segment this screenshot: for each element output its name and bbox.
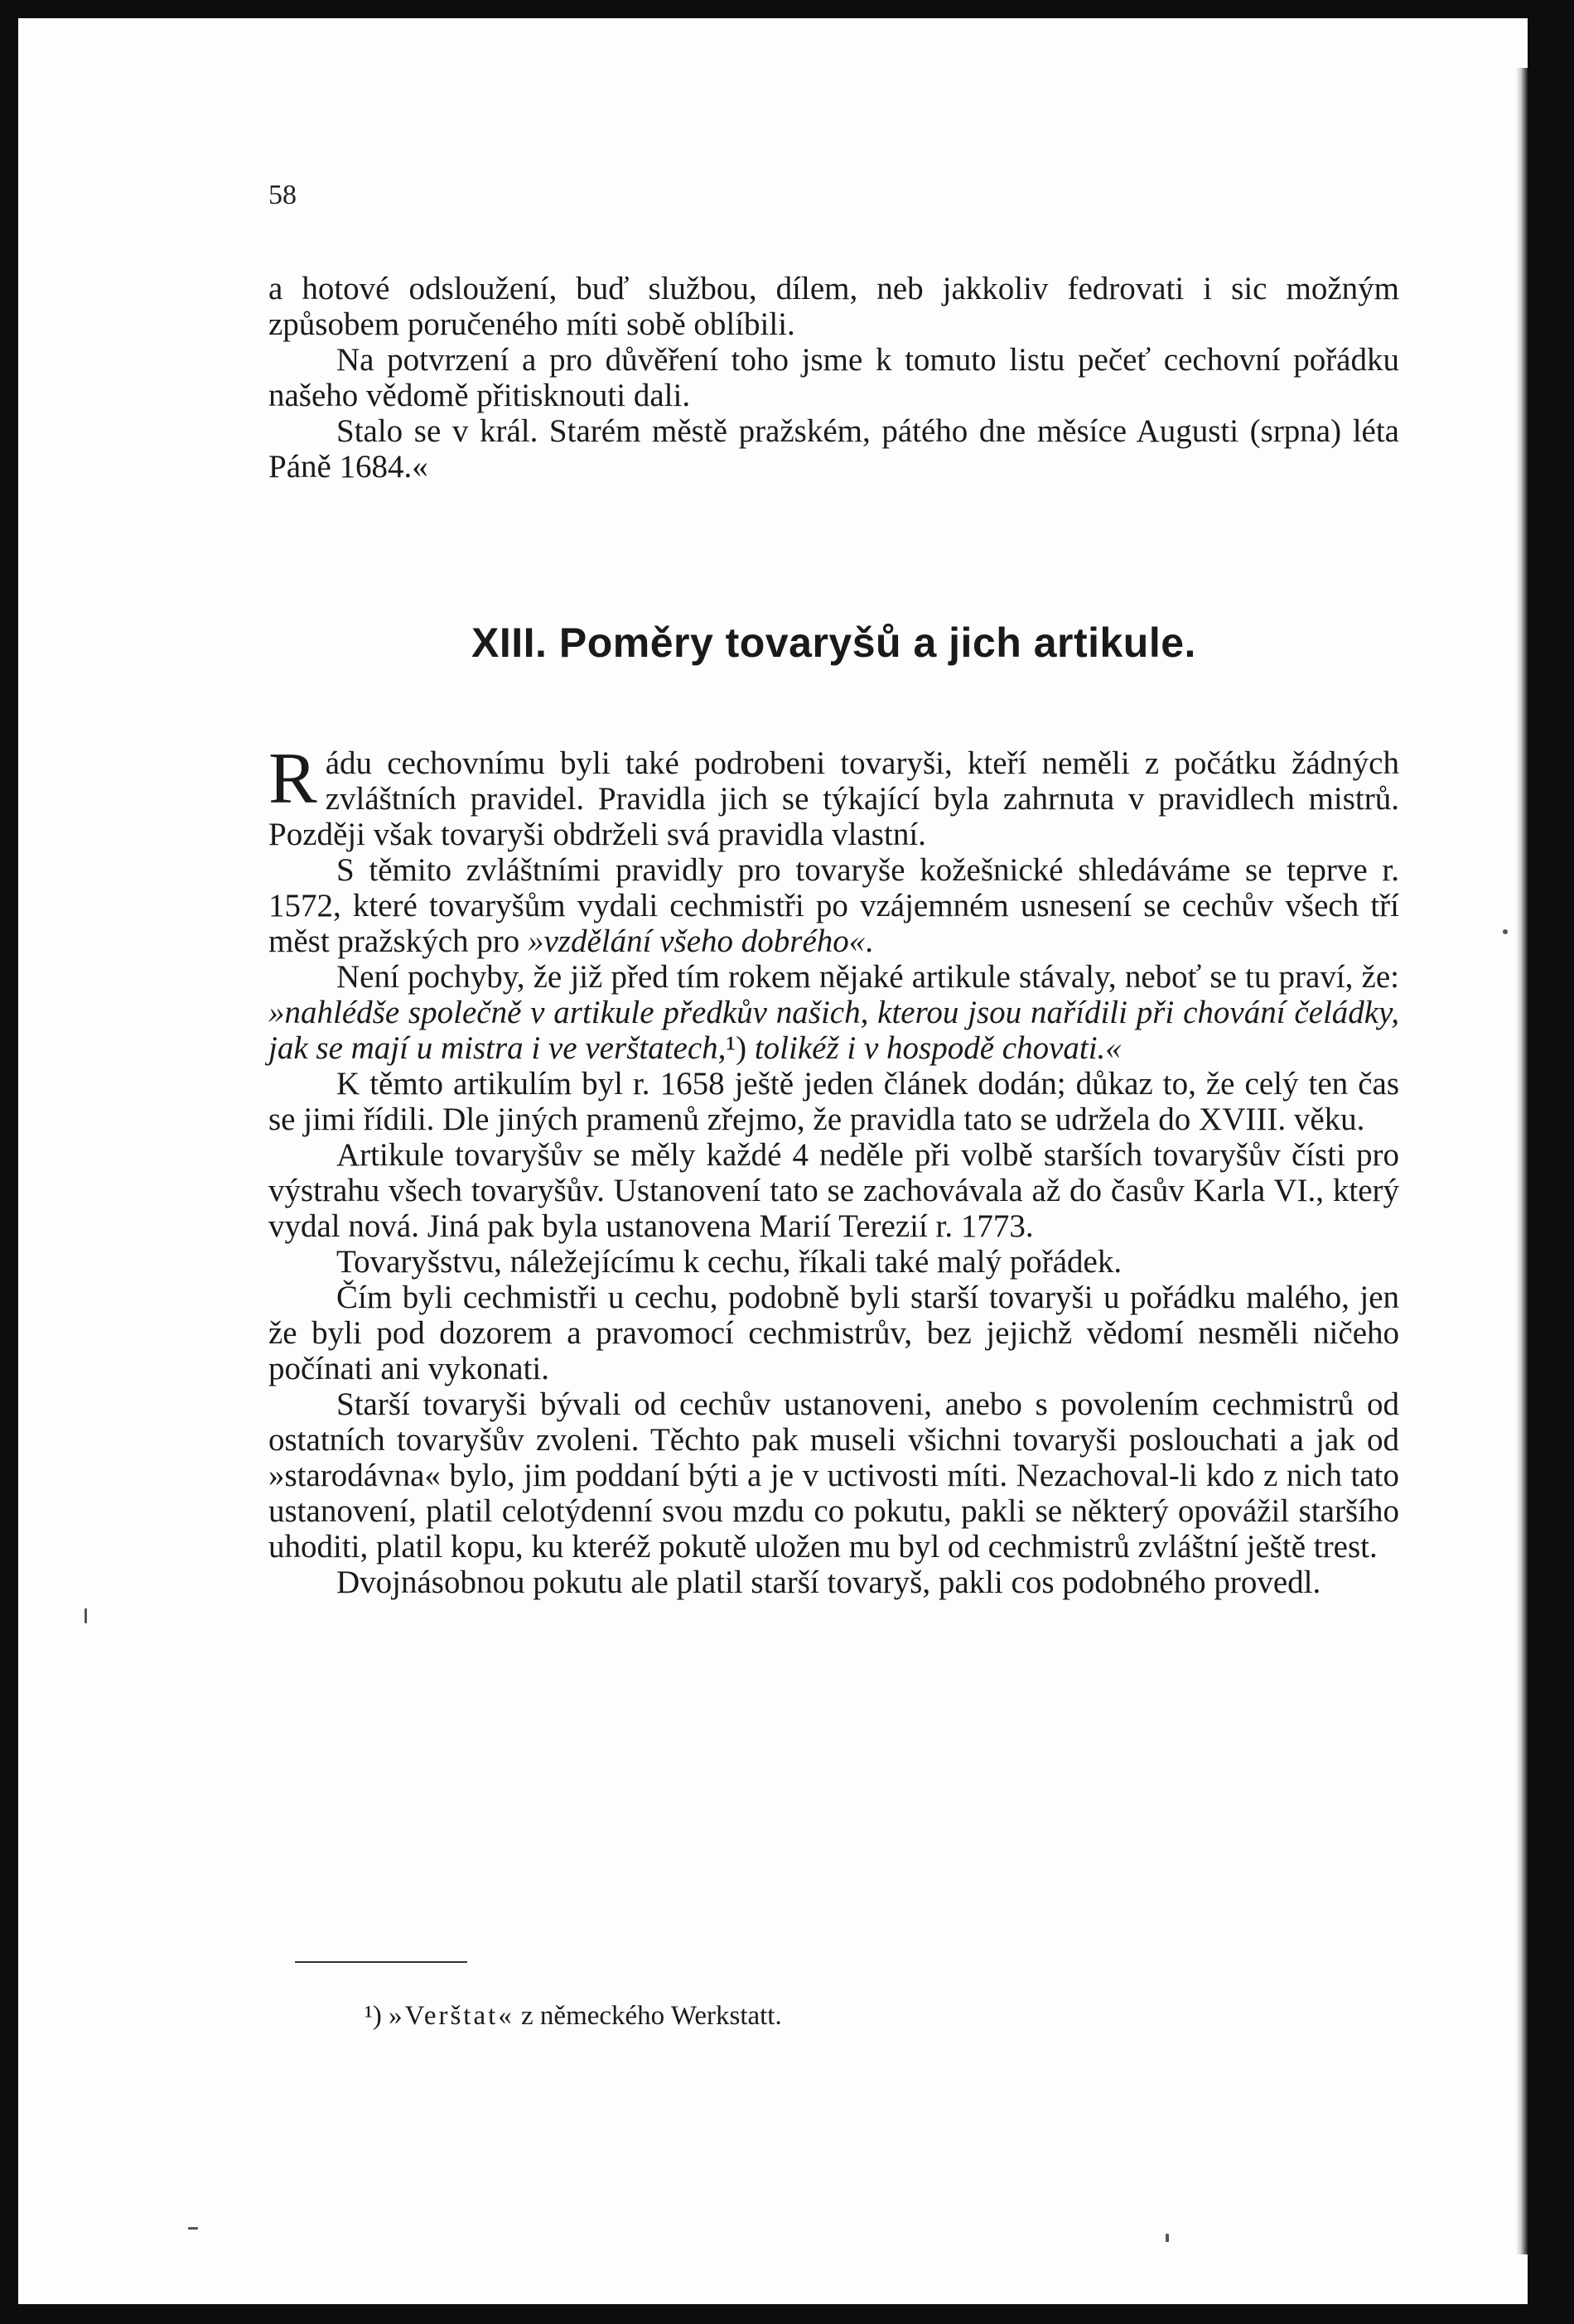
- footnote: [365, 2001, 782, 2032]
- footnote-divider: [295, 1961, 467, 1963]
- paragraph: [268, 959, 1399, 1066]
- paragraph: Na potvrzení a pro důvěření toho jsme k tomuto listu pečeť cechovní pořádku našeho vědomě přitisknouti dali.: [268, 342, 1399, 413]
- footnote-term: »Verštat«: [389, 2001, 514, 2031]
- scan-speck: [1503, 929, 1508, 934]
- chapter-body: [268, 739, 1399, 1600]
- paragraph-end: .: [865, 923, 874, 959]
- paragraph-text: S těmito zvláštními pravidly pro tovaryše kožešnické shledáváme se teprve r. 1572, které tovaryšům vydali cechmistři po vzájemném usnesení se cechův všech tří měst pražských pro: [268, 852, 1399, 959]
- continued-text: [268, 271, 1399, 485]
- paragraph: a hotové odsloužení, buď službou, dílem, neb jakkoliv fedrovati i sic možným způsobem poručeného míti sobě oblíbili.: [268, 271, 1399, 342]
- page-number: 58: [268, 180, 297, 210]
- footnote-reference[interactable]: ¹): [726, 1030, 747, 1066]
- paragraph: [268, 852, 1399, 959]
- scan-speck: [188, 2227, 198, 2230]
- opening-paragraph: [268, 739, 1399, 852]
- paragraph: Artikule tovaryšův se měly každé 4 neděle při volbě starších tovaryšův čísti pro výstrahu všech tovaryšův. Ustanovení tato se zachovávala až do časův Karla VI., který vydal nová. Jiná pak byla ustanovena Marií Terezií r. 1773.: [268, 1137, 1399, 1244]
- paragraph: Starší tovaryši bývali od cechův ustanoveni, anebo s povolením cechmistrů od ostatních tovaryšův zvoleni. Těchto pak museli všichni tovaryši poslouchati a jak od »starodávna« bylo, jim poddaní býti a je v uctivosti míti. Nezachoval-li kdo z nich tato ustanovení, platil celotýdenní svou mzdu co pokutu, pakli se některý opovážil staršího uhoditi, platil kopu, ku kteréž pokutě uložen mu byl od cechmistrů zvláštní ještě trest.: [268, 1386, 1399, 1565]
- paragraph-text: ádu cechovnímu byli také podrobeni tovaryši, kteří neměli z počátku žádných zvláštních pravidel. Pravidla jich se týkající byla zahrnuta v pravidlech mistrů. Později však tovaryši obdrželi svá pravidla vlastní.: [268, 745, 1399, 852]
- chapter-heading: XIII. Poměry tovaryšů a jich artikule.: [471, 620, 1196, 666]
- quoted-phrase: »nahlédše společně v artikule předkův našich, kterou jsou nařídili při chování čeládky, jak se mají u mistra i ve verštatech,: [268, 995, 1399, 1066]
- paragraph: K těmto artikulím byl r. 1658 ještě jeden článek dodán; důkaz to, že celý ten čas se jimi řídili. Dle jiných pramenů zřejmo, že pravidla tato se udržela do XVIII. věku.: [268, 1066, 1399, 1137]
- scan-speck: [1166, 2234, 1169, 2242]
- paragraph: Stalo se v král. Starém městě pražském, pátého dne měsíce Augusti (srpna) léta Páně 1684.«: [268, 413, 1399, 485]
- paragraph-text: Není pochyby, že již před tím rokem nějaké artikule stávaly, neboť se tu praví, že:: [336, 959, 1399, 995]
- drop-cap: R: [268, 739, 317, 819]
- paragraph: Dvojnásobnou pokutu ale platil starší tovaryš, pakli cos podobného provedl.: [336, 1565, 1321, 1600]
- quoted-phrase: »vzdělání všeho dobrého«: [528, 923, 866, 959]
- footnote-text: z německého Werkstatt.: [514, 2001, 782, 2031]
- scan-speck: [84, 1608, 87, 1623]
- paragraph: Tovaryšstvu, náležejícímu k cechu, říkali také malý pořádek.: [336, 1244, 1123, 1280]
- page-edge-shadow: [1516, 68, 1528, 2254]
- book-page: [18, 18, 1528, 2304]
- quoted-phrase: tolikéž i v hospodě chovati.«: [746, 1030, 1122, 1066]
- paragraph: Čím byli cechmistři u cechu, podobně byli starší tovaryši u pořádku malého, jen že byli pod dozorem a pravomocí cechmistrův, bez jejichž vědomí nesměli ničeho počínati ani vykonati.: [268, 1280, 1399, 1386]
- footnote-mark: ¹): [365, 2001, 382, 2031]
